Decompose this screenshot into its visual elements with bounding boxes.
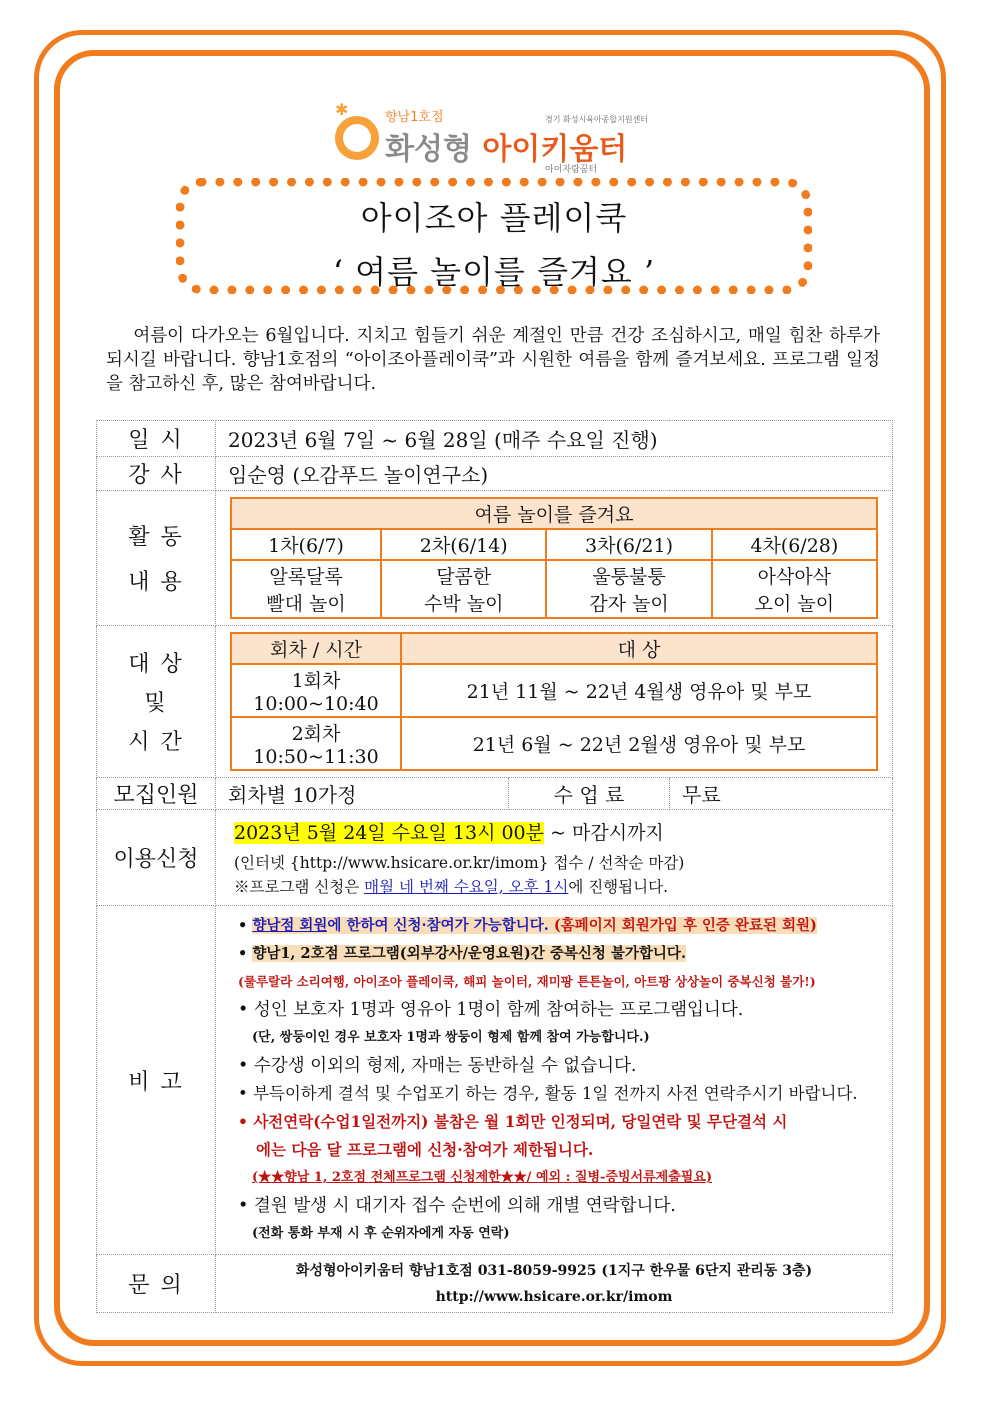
session-time — [231, 664, 401, 717]
row-contact — [97, 1255, 893, 1313]
apply-deadline: 2023년 5월 24일 수요일 13시 00분 — [234, 822, 545, 844]
session-head: 1차(6/7) — [231, 529, 381, 560]
logo-partner: 경기 화성시육아종합지원센터 — [545, 115, 649, 124]
session-target: 21년 6월 ~ 22년 2월생 영유아 및 부모 — [401, 717, 877, 770]
session-line2: 오이 놀이 — [754, 593, 835, 615]
contact-line1: 화성형아이키움터 향남1호점 031-8059-9925 (1지구 한우물 6단지 관리동 3층) — [295, 1262, 813, 1279]
remark-4: 수강생 이외의 형제, 자매는 동반하실 수 없습니다. — [253, 1056, 637, 1076]
remark-1-note: (홈페이지 회원가입 후 인증 완료된 회원) — [548, 917, 817, 934]
apply-line3-c: 에 진행됩니다. — [568, 878, 669, 896]
session-time — [231, 717, 401, 770]
activity-cell — [216, 491, 893, 626]
session-line1: 아삭아삭 — [757, 566, 832, 588]
session-line1: 달콤한 — [436, 566, 492, 588]
session-head: 3차(6/21) — [546, 529, 711, 560]
session-line2: 감자 놀이 — [589, 593, 669, 615]
session-line1: 울퉁불퉁 — [592, 566, 666, 588]
date-value: 2023년 6월 7일 ~ 6월 28일 (매주 수요일 진행) — [216, 421, 893, 457]
remark-5: 부득이하게 결석 및 수업포기 하는 경우, 활동 1일 전까지 사전 연락주시기 바랍니다. — [252, 1084, 858, 1103]
program-info-table — [96, 420, 893, 1313]
target-label — [97, 626, 216, 778]
target-table — [230, 632, 878, 771]
target-head-time: 회차 / 시간 — [231, 633, 401, 664]
instructor-value: 임순영 (오감푸드 놀이연구소) — [216, 457, 893, 491]
apply-rest: ~ 마감시까지 — [544, 822, 664, 844]
logo-sub: 향남1호점 — [385, 110, 444, 125]
remark-2: 향남1, 2호점 프로그램(외부강사/운영요원)간 중복신청 불가합니다. — [252, 945, 686, 962]
remarks-label: 비 고 — [97, 906, 216, 1255]
remark-3: 성인 보호자 1명과 영유아 1명이 함께 참여하는 프로그램입니다. — [253, 1000, 744, 1020]
recruit-value: 회차별 10가정 — [216, 778, 509, 810]
logo-tag: 아이자람꿈터 — [545, 165, 598, 175]
target-label-3: 시 간 — [128, 730, 184, 755]
apply-schedule: 매월 네 번째 수요일, 오후 1시 — [364, 878, 569, 896]
row-activity — [97, 491, 893, 626]
logo-main-b: 아이키움터 — [482, 132, 628, 167]
session-time-value: 10:00~10:40 — [253, 693, 379, 715]
session-content — [381, 560, 546, 618]
title-box — [176, 178, 812, 294]
target-cell — [216, 626, 893, 778]
row-remarks — [97, 906, 893, 1255]
row-target — [97, 626, 893, 778]
session-head: 4차(6/28) — [712, 529, 877, 560]
instructor-label: 강 사 — [97, 457, 216, 491]
activity-table — [230, 497, 878, 619]
session-head: 2차(6/14) — [381, 529, 546, 560]
apply-label: 이용신청 — [97, 810, 216, 906]
session-content — [231, 560, 381, 618]
row-date — [97, 421, 893, 457]
fee-label: 수 업 료 — [509, 778, 670, 810]
activity-label — [97, 491, 216, 626]
date-label: 일 시 — [97, 421, 216, 457]
target-label-1: 대 상 — [128, 652, 184, 677]
member-only: 향남점 회원 — [252, 917, 328, 934]
session-content — [712, 560, 877, 618]
star-icon: ✱ — [335, 100, 349, 119]
contact-cell — [216, 1255, 893, 1313]
intro-text: 여름이 다가오는 6월입니다. 지치고 힘들기 쉬운 계절인 만큼 건강 조심하시고, 매일 힘찬 하루가 되시길 바랍니다. 향남1호점의 “아이조아플레이쿡”과 시원한 여름을 함께 즐겨보세요. 프로그램 일정을 참고하신 후, 많은 참여바랍니다. — [106, 326, 880, 394]
activity-table-title: 여름 놀이를 즐겨요 — [231, 498, 877, 529]
activity-label-1: 활 동 — [128, 525, 184, 550]
remark-2-note: (룰루랄라 소리여행, 아이조아 플레이쿡, 해피 놀이터, 재미팡 튼튼놀이, 아트팡 상상놀이 중복신청 불가!) — [238, 974, 816, 989]
remark-6b: 에는 다음 달 프로그램에 신청·참여가 제한됩니다. — [256, 1140, 594, 1159]
title-line1: 아이조아 플레이쿡 — [360, 199, 628, 237]
logo-main-a: 화성형 — [385, 132, 483, 167]
session-name: 1회차 — [291, 670, 341, 692]
remarks-list: • 향남점 회원에 한하여 신청·참여가 가능합니다. (홈페이지 회원가입 후 인증 완료된 회원) • 향남1, 2호점 프로그램(외부강사/운영요원)간 중복신청 불가합니다. (룰루랄라 소리여행, 아이조아 플레이쿡, 해피 놀이터, 재미팡 튼튼놀이, 아트팡 상상놀이 중복신청 불가!) • 성인 보호자 1명과 영유아 1명이 함께 참여하는 프로그램입니다. (단, 쌍둥이인 경우 보호자 1명과 쌍둥이 형제 함께 참여 가능합니다.) • 수강생 이외의 형제, 자매는 동반하실 수 없습니다. • 부득이하게 결석 및 수업포기 하는 경우, 활동 1일 전까지 사전 연락주시기 바랍니다. • 사전연락(수업1일전까지) 불참은 월 1회만 인정되며, 당일연락 및 무단결석 시 에는 다음 달 프로그램에 신청·참여가 제한됩니다. (★★향남 1, 2호점 전체프로그램 신청제한★★/ 예외 : 질병-증빙서류제출필요) • 결원 발생 시 대기자 접수 순번에 의해 개별 연락합니다. (전화 통화 부재 시 후 순위자에게 자동 연락) — [216, 906, 893, 1255]
session-line2: 수박 놀이 — [423, 593, 504, 615]
apply-line3-a: ※프로그램 신청은 — [234, 878, 365, 896]
contact-label: 문 의 — [97, 1255, 216, 1313]
intro-paragraph — [106, 324, 880, 396]
apply-line2: (인터넷 {http://www.hsicare.or.kr/imom} 접수 / 선착순 마감) — [234, 854, 685, 872]
remark-3-note: (단, 쌍둥이인 경우 보호자 1명과 쌍둥이 형제 함께 참여 가능합니다.) — [252, 1030, 650, 1045]
title-line2: ‘ 여름 놀이를 즐겨요 ’ — [332, 253, 656, 291]
smile-face-icon — [335, 116, 379, 160]
session-time-value: 10:50~11:30 — [253, 746, 379, 768]
session-name: 2회차 — [291, 723, 341, 745]
remark-7: 결원 발생 시 대기자 접수 순번에 의해 개별 연락합니다. — [253, 1196, 676, 1216]
session-line2: 빨대 놀이 — [266, 593, 346, 615]
remark-1: 에 한하여 신청·참여가 가능합니다. — [327, 917, 549, 934]
apply-cell — [216, 810, 893, 906]
session-line1: 알록달록 — [269, 566, 343, 588]
remark-6-note: (★★향남 1, 2호점 전체프로그램 신청제한★★/ 예외 : 질병-증빙서류제출필요) — [252, 1170, 713, 1185]
session-target: 21년 11월 ~ 22년 4월생 영유아 및 부모 — [401, 664, 877, 717]
recruit-label: 모집인원 — [97, 778, 216, 810]
row-instructor — [97, 457, 893, 491]
target-label-2: 및 — [144, 691, 168, 716]
remark-7-note: (전화 통화 부재 시 후 순위자에게 자동 연락) — [252, 1226, 510, 1241]
target-head-target: 대 상 — [401, 633, 877, 664]
logo — [335, 100, 665, 175]
remark-6a: 사전연락(수업1일전까지) 불참은 월 1회만 인정되며, 당일연락 및 무단결석 시 — [253, 1112, 788, 1131]
row-apply — [97, 810, 893, 906]
contact-url[interactable]: http://www.hsicare.or.kr/imom — [435, 1288, 673, 1305]
row-recruit — [97, 778, 893, 810]
fee-value: 무료 — [670, 778, 893, 810]
activity-label-2: 내 용 — [128, 570, 184, 595]
session-content — [546, 560, 711, 618]
